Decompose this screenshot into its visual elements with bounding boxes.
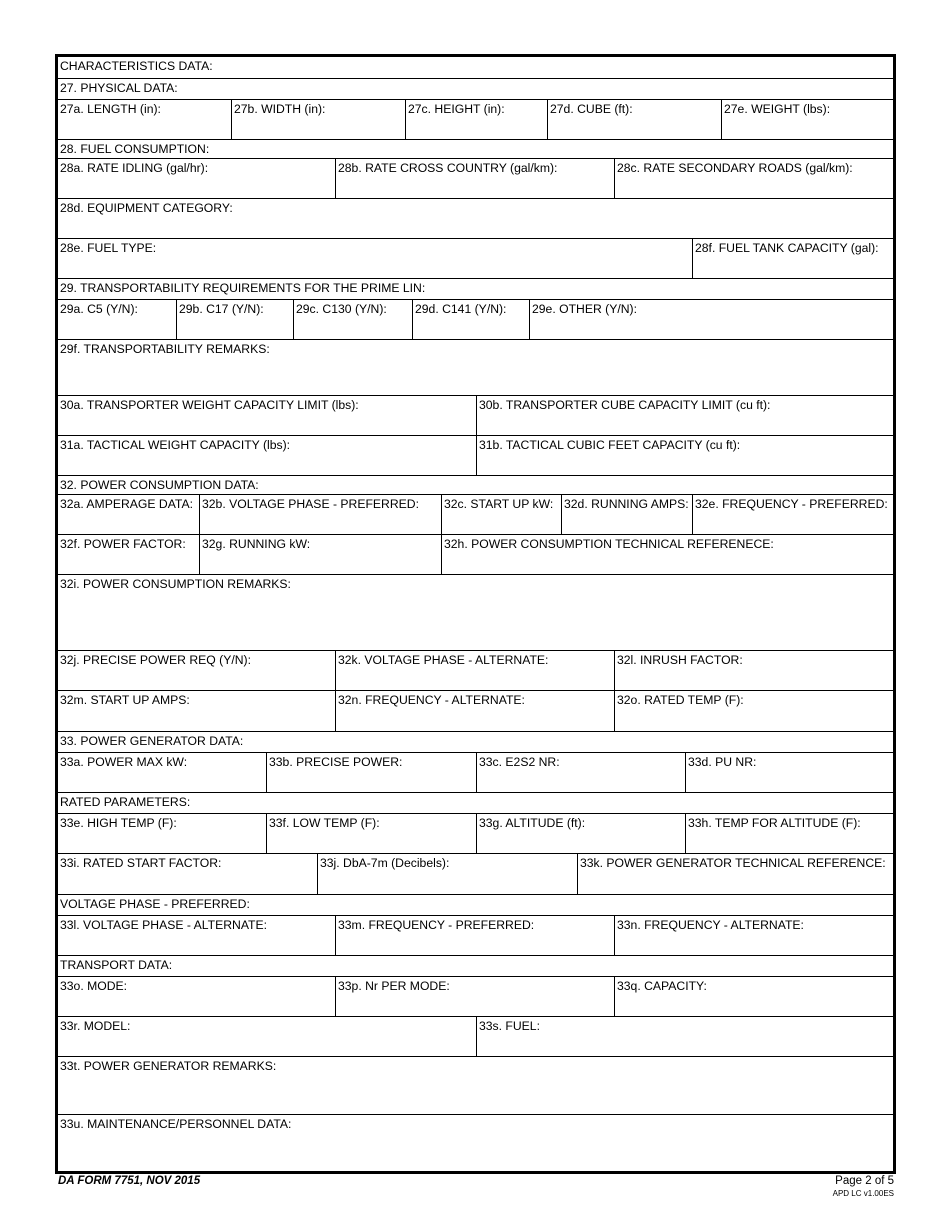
form-row [58,339,893,395]
form-table [55,54,896,1174]
form-field[interactable]: 33r. MODEL: [60,1019,131,1033]
form-row [58,494,893,534]
form-field[interactable]: 29b. C17 (Y/N): [176,300,293,339]
section-header: 32. POWER CONSUMPTION DATA: [60,478,259,492]
form-version: APD LC v1.00ES [832,1189,894,1198]
form-field[interactable]: 33k. POWER GENERATOR TECHNICAL REFERENCE: [577,854,893,894]
form-field[interactable]: 31a. TACTICAL WEIGHT CAPACITY (lbs): [60,438,291,452]
form-field[interactable]: 33o. MODE: [60,979,128,993]
form-field[interactable]: 33b. PRECISE POWER: [266,753,476,792]
form-field[interactable]: 28f. FUEL TANK CAPACITY (gal): [692,239,893,278]
form-field[interactable]: 28b. RATE CROSS COUNTRY (gal/km): [335,159,614,198]
form-field[interactable]: 33m. FREQUENCY - PREFERRED: [335,916,614,955]
section-header: RATED PARAMETERS: [60,795,191,809]
form-field[interactable]: 29e. OTHER (Y/N): [529,300,893,339]
form-row [58,894,893,915]
form-field[interactable]: 33a. POWER MAX kW: [60,755,188,769]
form-row [58,57,893,78]
form-row [58,395,893,435]
form-field[interactable]: 28e. FUEL TYPE: [60,241,157,255]
form-field[interactable]: 30a. TRANSPORTER WEIGHT CAPACITY LIMIT (lbs): [60,398,359,412]
form-row [58,534,893,574]
form-row [58,690,893,731]
section-header: CHARACTERISTICS DATA: [60,59,213,73]
section-header[interactable]: 29f. TRANSPORTABILITY REMARKS: [60,342,270,356]
section-header: 27. PHYSICAL DATA: [60,81,178,95]
form-row [58,278,893,299]
form-field[interactable]: 33h. TEMP FOR ALTITUDE (F): [685,814,893,853]
form-field[interactable]: 33e. HIGH TEMP (F): [60,816,177,830]
form-row [58,1056,893,1114]
form-field[interactable]: 33p. Nr PER MODE: [335,977,614,1016]
form-field[interactable]: 32o. RATED TEMP (F): [614,691,893,731]
form-field[interactable]: 33c. E2S2 NR: [476,753,685,792]
form-field[interactable]: 33n. FREQUENCY - ALTERNATE: [614,916,893,955]
form-field[interactable]: 32e. FREQUENCY - PREFERRED: [692,495,893,534]
form-row [58,78,893,99]
form-field[interactable]: 30b. TRANSPORTER CUBE CAPACITY LIMIT (cu ft): [476,396,893,435]
section-header: 33. POWER GENERATOR DATA: [60,734,244,748]
form-field[interactable]: 33s. FUEL: [476,1017,893,1056]
section-header: 29. TRANSPORTABILITY REQUIREMENTS FOR THE PRIME LIN: [60,281,426,295]
form-field[interactable]: 29a. C5 (Y/N): [60,302,138,316]
form-row [58,752,893,792]
form-field[interactable]: 27e. WEIGHT (lbs): [721,100,893,139]
form-field[interactable]: 32k. VOLTAGE PHASE - ALTERNATE: [335,651,614,690]
form-field[interactable]: 28a. RATE IDLING (gal/hr): [60,161,209,175]
form-field[interactable]: 33i. RATED START FACTOR: [60,856,222,870]
form-row [58,976,893,1016]
form-row [58,198,893,238]
form-row [58,299,893,339]
form-field[interactable]: 32c. START UP kW: [441,495,561,534]
form-field[interactable]: 33q. CAPACITY: [614,977,893,1016]
form-field[interactable]: 32h. POWER CONSUMPTION TECHNICAL REFERENECE: [441,535,893,574]
form-field[interactable]: 33d. PU NR: [685,753,893,792]
section-header[interactable]: 28d. EQUIPMENT CATEGORY: [60,201,233,215]
form-field[interactable]: 32l. INRUSH FACTOR: [614,651,893,690]
form-row [58,1016,893,1056]
form-row [58,139,893,158]
page-number: Page 2 of 5 [835,1175,894,1187]
form-field[interactable]: 32m. START UP AMPS: [60,693,190,707]
form-row [58,813,893,853]
section-header[interactable]: 33t. POWER GENERATOR REMARKS: [60,1059,277,1073]
form-field[interactable]: 32n. FREQUENCY - ALTERNATE: [335,691,614,731]
form-field[interactable]: 32a. AMPERAGE DATA: [60,497,193,511]
section-header[interactable]: 33u. MAINTENANCE/PERSONNEL DATA: [60,1117,292,1131]
form-row [58,574,893,650]
form-name: DA FORM 7751, NOV 2015 [58,1175,201,1187]
form-field[interactable]: 31b. TACTICAL CUBIC FEET CAPACITY (cu ft): [476,436,893,475]
form-row [58,1114,893,1171]
form-field[interactable]: 27c. HEIGHT (in): [405,100,547,139]
form-row [58,650,893,690]
section-header: 28. FUEL CONSUMPTION: [60,142,210,156]
form-row [58,475,893,494]
form-row [58,955,893,976]
form-field[interactable]: 27d. CUBE (ft): [547,100,721,139]
form-field[interactable]: 27b. WIDTH (in): [231,100,405,139]
form-row [58,853,893,894]
form-field[interactable]: 32b. VOLTAGE PHASE - PREFERRED: [199,495,441,534]
form-field[interactable]: 33f. LOW TEMP (F): [266,814,476,853]
form-row [58,99,893,139]
form-row [58,915,893,955]
form-row [58,792,893,813]
form-field[interactable]: 28c. RATE SECONDARY ROADS (gal/km): [614,159,893,198]
form-field[interactable]: 33l. VOLTAGE PHASE - ALTERNATE: [60,918,268,932]
form-field[interactable]: 32f. POWER FACTOR: [60,537,186,551]
form-row [58,158,893,198]
section-header[interactable]: 32i. POWER CONSUMPTION REMARKS: [60,577,291,591]
form-field[interactable]: 27a. LENGTH (in): [60,102,161,116]
section-header: TRANSPORT DATA: [60,958,173,972]
form-row [58,435,893,475]
form-field[interactable]: 32g. RUNNING kW: [199,535,441,574]
form-field[interactable]: 29d. C141 (Y/N): [412,300,529,339]
form-field[interactable]: 33j. DbA-7m (Decibels): [317,854,577,894]
form-field[interactable]: 32d. RUNNING AMPS: [561,495,692,534]
form-field[interactable]: 29c. C130 (Y/N): [293,300,412,339]
form-row [58,731,893,752]
form-row [58,238,893,278]
form-field[interactable]: 32j. PRECISE POWER REQ (Y/N): [60,653,251,667]
section-header: VOLTAGE PHASE - PREFERRED: [60,897,250,911]
form-field[interactable]: 33g. ALTITUDE (ft): [476,814,685,853]
